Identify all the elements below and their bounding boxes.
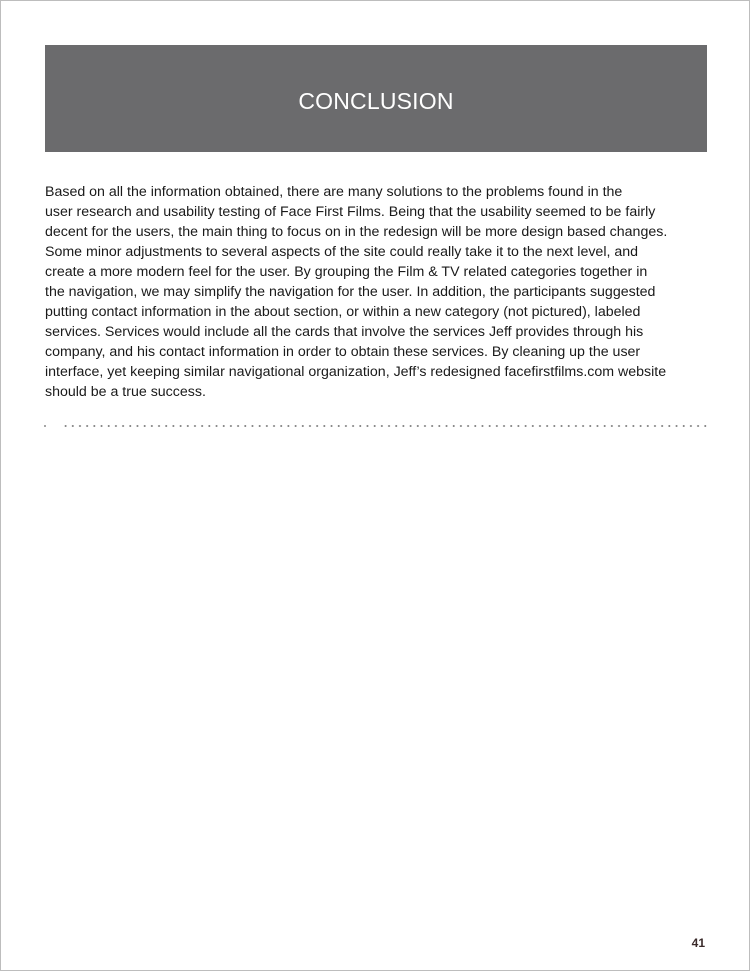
paragraph-line: services. Services would include all the cards that involve the services Jeff provides through his — [45, 324, 644, 340]
paragraph-line: company, and his contact information in order to obtain these services. By cleaning up the user — [45, 344, 641, 360]
header-band — [45, 45, 707, 152]
paragraph-line: the navigation, we may simplify the navigation for the user. In addition, the participants suggested — [45, 284, 656, 300]
paragraph-line: user research and usability testing of Face First Films. Being that the usability seemed to be fairly — [45, 204, 656, 220]
divider-start-dot — [44, 425, 46, 427]
paragraph-line: interface, yet keeping similar navigational organization, Jeff’s redesigned facefirstfilms.com website — [45, 364, 667, 380]
page-number: 41 — [691, 936, 705, 950]
paragraph-line: should be a true success. — [45, 384, 206, 400]
page-title: CONCLUSION — [298, 88, 454, 114]
dotted-divider — [62, 425, 708, 427]
paragraph-line: Based on all the information obtained, there are many solutions to the problems found in the — [45, 184, 623, 200]
conclusion-paragraph — [45, 182, 709, 402]
paragraph-line: putting contact information in the about section, or within a new category (not pictured), labeled — [45, 304, 641, 320]
paragraph-line: decent for the users, the main thing to focus on in the redesign will be more design based changes. — [45, 224, 668, 240]
paragraph-line: create a more modern feel for the user. By grouping the Film & TV related categories together in — [45, 264, 648, 280]
paragraph-line: Some minor adjustments to several aspects of the site could really take it to the next level, and — [45, 244, 639, 260]
